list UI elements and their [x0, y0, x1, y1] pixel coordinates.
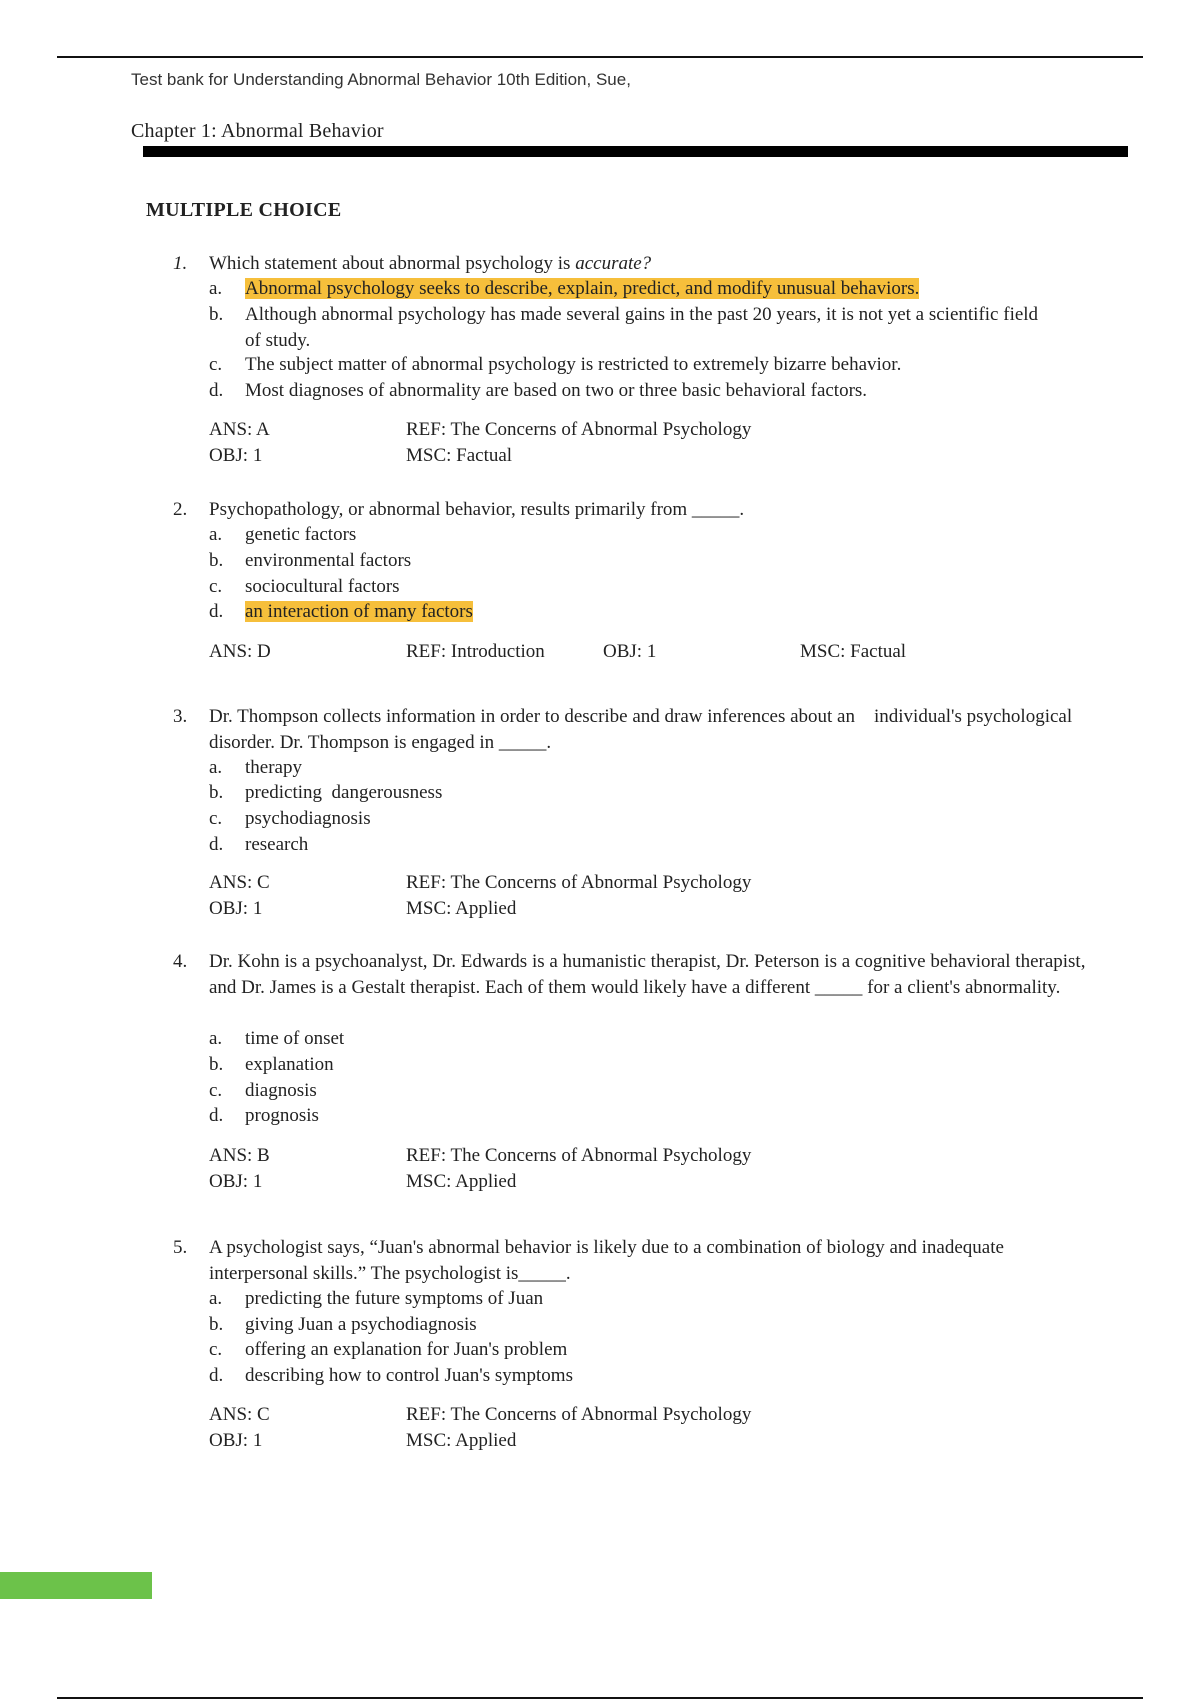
bottom-rule: [57, 1697, 1143, 1699]
answer-key: ANS: C: [209, 872, 270, 893]
option-letter: a.: [209, 757, 223, 778]
option-letter: b.: [209, 304, 224, 325]
classification: MSC: Factual: [800, 641, 907, 662]
option-letter: b.: [209, 550, 224, 571]
option-text: prognosis: [245, 1105, 319, 1126]
question-stem: Dr. Thompson collects information in order to describe and draw inferences about an individual's psychological disorder. Dr. Thompson is engaged in _____.: [209, 706, 1077, 753]
answer-key: ANS: B: [209, 1145, 270, 1166]
top-rule: [57, 56, 1143, 58]
option-text: genetic factors: [245, 524, 357, 545]
option-letter: a.: [209, 278, 223, 299]
question-stem: A psychologist says, “Juan's abnormal behavior is likely due to a combination of biology and inadequate interpersonal skills.” The psychologist is_____.: [209, 1237, 1004, 1284]
reference: REF: The Concerns of Abnormal Psychology: [406, 1404, 752, 1425]
question-number: 1.: [173, 253, 188, 274]
answer-key: ANS: A: [209, 419, 270, 440]
option-text: environmental factors: [245, 550, 412, 571]
option-letter: b.: [209, 1314, 224, 1335]
option-letter: c.: [209, 1080, 223, 1101]
reference: REF: The Concerns of Abnormal Psychology: [406, 872, 752, 893]
option-letter: c.: [209, 354, 223, 375]
option-letter: d.: [209, 1365, 224, 1386]
objective: OBJ: 1: [603, 641, 657, 662]
option-text: describing how to control Juan's symptoms: [245, 1365, 573, 1386]
reference: REF: The Concerns of Abnormal Psychology: [406, 419, 752, 440]
option-text: research: [245, 834, 309, 855]
option-text: giving Juan a psychodiagnosis: [245, 1314, 477, 1335]
option-letter: c.: [209, 1339, 223, 1360]
option-letter: d.: [209, 834, 224, 855]
answer-key: ANS: D: [209, 641, 271, 662]
option-letter: d.: [209, 1105, 224, 1126]
option-letter: a.: [209, 1288, 223, 1309]
objective: OBJ: 1: [209, 1430, 263, 1451]
option-letter: d.: [209, 380, 224, 401]
option-letter: a.: [209, 524, 223, 545]
option-text: predicting the future symptoms of Juan: [245, 1288, 544, 1309]
highlighted-answer: Abnormal psychology seeks to describe, explain, predict, and modify unusual behaviors.: [245, 278, 920, 299]
option-text: time of onset: [245, 1028, 345, 1049]
option-letter: b.: [209, 1054, 224, 1075]
reference: REF: Introduction: [406, 641, 545, 662]
option-letter: a.: [209, 1028, 223, 1049]
highlighted-answer: an interaction of many factors: [245, 601, 473, 622]
option-text: Most diagnoses of abnormality are based on two or three basic behavioral factors.: [245, 380, 868, 401]
answer-key: ANS: C: [209, 1404, 270, 1425]
document-header: Test bank for Understanding Abnormal Behavior 10th Edition, Sue,: [131, 70, 631, 89]
chapter-divider: [143, 146, 1128, 157]
classification: MSC: Applied: [406, 1171, 517, 1192]
option-text: explanation: [245, 1054, 334, 1075]
option-text: diagnosis: [245, 1080, 317, 1101]
option-text: Although abnormal psychology has made several gains in the past 20 years, it is not yet a scientific field of study.: [245, 304, 1039, 351]
question-stem: Which statement about abnormal psychology is accurate?: [209, 253, 652, 274]
question-stem-emphasis: accurate?: [575, 253, 652, 274]
section-heading: MULTIPLE CHOICE: [146, 199, 342, 221]
objective: OBJ: 1: [209, 1171, 263, 1192]
option-letter: c.: [209, 808, 223, 829]
question-number: 4.: [173, 951, 188, 972]
option-text: sociocultural factors: [245, 576, 400, 597]
option-letter: b.: [209, 782, 224, 803]
classification: MSC: Applied: [406, 898, 517, 919]
classification: MSC: Factual: [406, 445, 513, 466]
reference: REF: The Concerns of Abnormal Psychology: [406, 1145, 752, 1166]
question-number: 2.: [173, 499, 188, 520]
question-number: 3.: [173, 706, 188, 727]
option-text: offering an explanation for Juan's problem: [245, 1339, 568, 1360]
option-letter: c.: [209, 576, 223, 597]
option-letter: d.: [209, 601, 224, 622]
objective: OBJ: 1: [209, 445, 263, 466]
green-tab[interactable]: [0, 1572, 152, 1599]
classification: MSC: Applied: [406, 1430, 517, 1451]
option-text: therapy: [245, 757, 302, 778]
question-number: 5.: [173, 1237, 188, 1258]
option-text: The subject matter of abnormal psychology is restricted to extremely bizarre behavior.: [245, 354, 902, 375]
objective: OBJ: 1: [209, 898, 263, 919]
option-text: predicting dangerousness: [245, 782, 443, 803]
question-stem: Psychopathology, or abnormal behavior, results primarily from _____.: [209, 499, 745, 520]
chapter-title: Chapter 1: Abnormal Behavior: [131, 120, 384, 142]
option-text: psychodiagnosis: [245, 808, 371, 829]
question-stem: Dr. Kohn is a psychoanalyst, Dr. Edwards is a humanistic therapist, Dr. Peterson is a cognitive behavioral therapist, and Dr. James is a Gestalt therapist. Each of them would likely have a different _____ for a client's abnormality.: [209, 951, 1086, 998]
